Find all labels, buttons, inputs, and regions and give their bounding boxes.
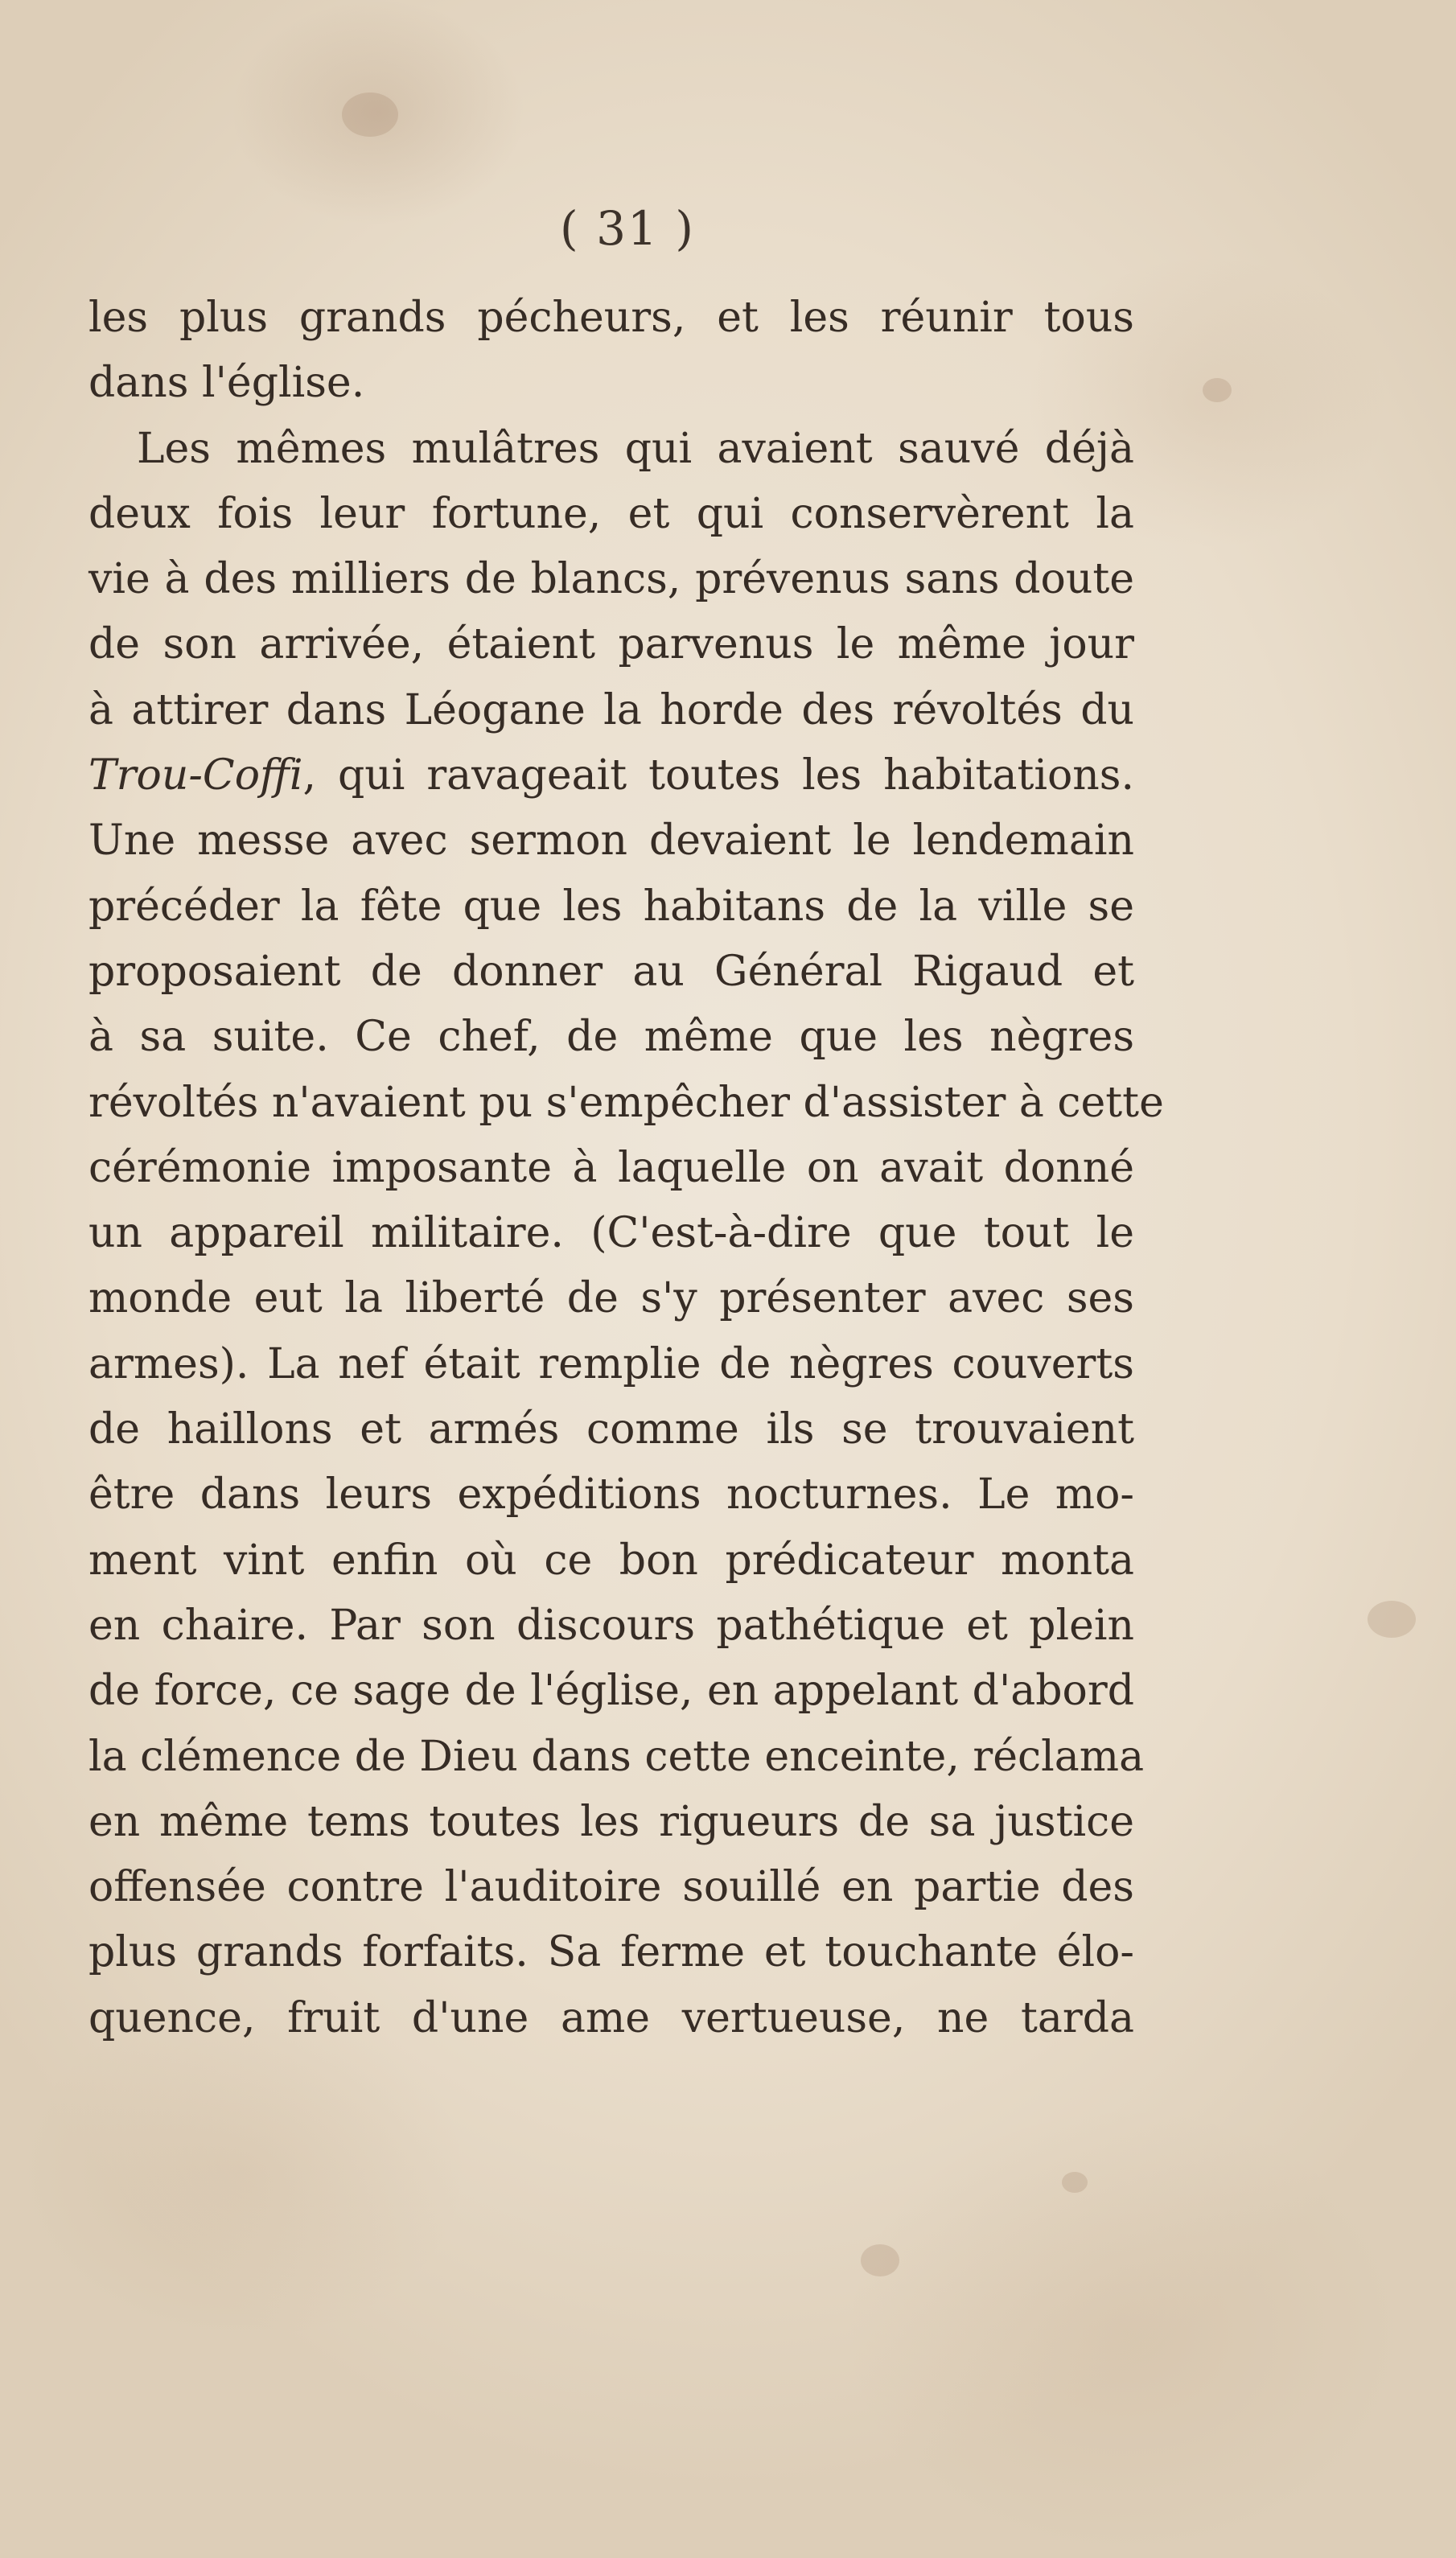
text-segment: précéder la fête que les habitans de la ville se — [88, 882, 1134, 931]
text-segment: deux fois leur fortune, et qui conservèrent la — [88, 489, 1134, 538]
text-segment: Les mêmes mulâtres qui avaient sauvé déjà — [137, 424, 1134, 473]
text-segment: les plus grands pécheurs, et les réunir tous — [88, 294, 1134, 342]
text-segment: monde eut la liberté de s'y présenter avec ses — [88, 1274, 1134, 1323]
text-line — [88, 1920, 1134, 1985]
text-line — [88, 1659, 1134, 1724]
text-segment: dans l'église. — [88, 359, 365, 408]
paper-stain — [1062, 2172, 1088, 2193]
text-line — [88, 1462, 1134, 1528]
text-segment: armes). La nef était remplie de nègres couverts — [88, 1339, 1134, 1388]
text-segment: proposaient de donner au Général Rigaud et — [88, 947, 1134, 996]
text-line — [88, 612, 1134, 677]
text-segment: un appareil militaire. (C'est-à-dire que tout le — [88, 1209, 1134, 1258]
text-line — [88, 417, 1134, 482]
text-line — [88, 1528, 1134, 1594]
text-segment: quence, fruit d'une ame vertueuse, ne tarda — [88, 1993, 1134, 2042]
text-line — [88, 1725, 1145, 1790]
text-segment: cérémonie imposante à laquelle on avait donné — [88, 1143, 1134, 1192]
text-line — [88, 1594, 1134, 1659]
text-segment: à sa suite. Ce chef, de même que les nègres — [88, 1013, 1134, 1062]
text-segment: de force, ce sage de l'église, en appelant d'abord — [88, 1667, 1134, 1716]
text-segment: Une messe avec sermon devaient le lendemain — [88, 816, 1134, 866]
text-line — [88, 286, 1134, 351]
text-line — [88, 1266, 1134, 1331]
text-line — [88, 743, 1134, 808]
text-line — [88, 1790, 1134, 1855]
text-segment: vie à des milliers de blancs, prévenus sans doute — [88, 555, 1134, 604]
text-segment: à attirer dans Léogane la horde des révoltés du — [88, 685, 1134, 734]
paper-stain — [861, 2244, 899, 2276]
text-line — [88, 1855, 1134, 1920]
text-segment: de son arrivée, étaient parvenus le même jour — [88, 620, 1134, 669]
paper-stain — [1203, 378, 1232, 402]
text-line — [88, 678, 1134, 743]
text-line — [88, 1332, 1134, 1397]
page-number: ( 31 ) — [560, 201, 695, 256]
text-segment: être dans leurs expéditions nocturnes. Le mo- — [88, 1470, 1134, 1520]
text-segment: plus grands forfaits. Sa ferme et touchante élo- — [88, 1928, 1134, 1977]
italic-place-name: Trou-Coffi — [88, 751, 303, 800]
text-line — [88, 547, 1134, 612]
text-line — [88, 874, 1134, 940]
text-line — [88, 1397, 1134, 1462]
body-text — [88, 286, 1164, 2051]
paper-stain — [1368, 1601, 1416, 1638]
text-line — [88, 1005, 1134, 1070]
text-line — [88, 1136, 1134, 1201]
text-line — [88, 482, 1134, 547]
text-line — [88, 808, 1134, 874]
text-line — [88, 940, 1134, 1005]
text-line — [88, 1201, 1134, 1266]
text-segment: offensée contre l'auditoire souillé en partie des — [88, 1863, 1134, 1912]
text-segment: la clémence de Dieu dans cette enceinte, réclama — [88, 1732, 1145, 1781]
text-segment: ment vint enfin où ce bon prédicateur monta — [88, 1536, 1134, 1585]
text-segment: , qui ravageait toutes les habitations. — [302, 751, 1134, 800]
text-segment: en chaire. Par son discours pathétique et plein — [88, 1601, 1134, 1650]
text-line — [88, 351, 1134, 416]
text-segment: de haillons et armés comme ils se trouvaient — [88, 1405, 1134, 1454]
text-segment: en même tems toutes les rigueurs de sa justice — [88, 1797, 1134, 1846]
text-segment: révoltés n'avaient pu s'empêcher d'assister à cette — [88, 1078, 1164, 1127]
paper-stain — [342, 93, 398, 137]
text-line — [88, 1071, 1164, 1136]
text-line — [88, 1986, 1134, 2051]
